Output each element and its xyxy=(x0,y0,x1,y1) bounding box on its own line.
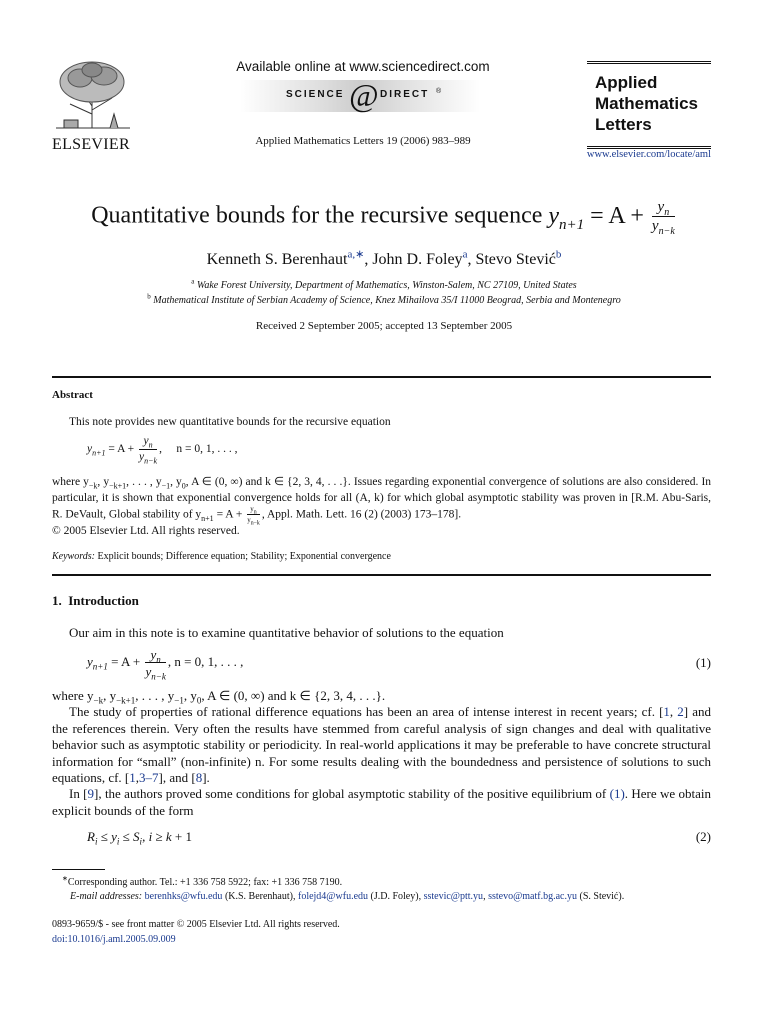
title-text: Quantitative bounds for the recursive sequence xyxy=(91,202,543,229)
doi-link[interactable]: doi:10.1016/j.aml.2005.09.009 xyxy=(52,934,176,945)
available-online-text: Available online at www.sciencedirect.com xyxy=(236,59,490,74)
elsevier-tree-icon xyxy=(52,58,134,130)
journal-title-block xyxy=(587,61,711,149)
author-foley-affil[interactable]: a xyxy=(462,248,468,261)
publisher-name: ELSEVIER xyxy=(52,136,130,153)
equation-1-tag: (1) xyxy=(695,655,711,670)
affiliation-b: $^b$ Mathematical Institute of Serbian Academy of Science, Knez Mihailova 35/I 11000 Beograd, Serbia and Montenegro xyxy=(147,292,621,306)
email-stevic-link-1[interactable]: sstevic@ptt.yu xyxy=(423,891,484,902)
ref-8-link[interactable]: 8 xyxy=(195,770,203,785)
journal-title-line-2: Mathematics xyxy=(595,94,698,113)
author-list xyxy=(40,248,728,269)
journal-title-line-3: Letters xyxy=(595,115,652,134)
ref-2-link[interactable]: 2 xyxy=(677,704,684,719)
eq-1-link[interactable]: (1) xyxy=(609,786,625,801)
journal-url-link[interactable]: www.elsevier.com/locate/aml xyxy=(586,149,711,160)
copyright-line: © 2005 Elsevier Ltd. All rights reserved. xyxy=(52,525,240,537)
paragraph-3: In [9], the authors proved some conditions for global asymptotic stability of the positive equilibrium of (1). Here we obtain explicit bounds of the form xyxy=(52,786,711,818)
elsevier-logo xyxy=(52,58,134,153)
sciencedirect-logo: SCIENCE @ DIRECT ® xyxy=(240,80,480,112)
equation-2-tag: (2) xyxy=(695,829,711,844)
ref-3-7-link[interactable]: 3–7 xyxy=(139,770,159,785)
ref-1-link[interactable]: 1 xyxy=(663,704,670,719)
equation-2: $R_i \le y_i \le S_i$, i ≥ k + 1 xyxy=(87,829,192,847)
abstract-intro: This note provides new quantitative bounds for the recursive equation xyxy=(69,416,391,428)
keywords: Keywords: Explicit bounds; Difference equation; Stability; Exponential convergence xyxy=(52,551,391,562)
abstract-body: where $y_{-k}$, $y_{-k+1}$, . . . , $y_{-1}$, $y_0$, A ∈ (0, ∞) and k ∈ {2, 3, 4, . . .}. Issues regarding exponential convergence of solutions are also considered. In particular, it is shown that exponential convergence holds for all (A, k) for which global asymptotic stability was proven in [R.M. Abu-Saris, R. DeVault, Global stability of $y_{n+1} = A$ + $\frac{y_n}{y_{n-k}}$ , Appl. Math. Lett. 16 (2) (2003) 173–178]. © 2005 Elsevier Ltd. All rights reserved. xyxy=(52,476,712,537)
ref-9-link[interactable]: 9 xyxy=(87,786,95,801)
ref-1b-link[interactable]: 1 xyxy=(129,770,136,785)
author-berenhaut: Kenneth S. Berenhaut xyxy=(206,251,348,268)
corresponding-author-note: ∗Corresponding author. Tel.: +1 336 758 5922; fax: +1 336 758 7190. xyxy=(62,874,343,888)
author-stevic: , Stevo Stević xyxy=(467,251,556,268)
section-heading: 1. Introduction xyxy=(52,593,139,608)
affiliation-a: $^a$ Wake Forest University, Department of Mathematics, Winston-Salem, NC 27109, United States xyxy=(191,277,577,291)
author-foley: , John D. Foley xyxy=(364,251,463,268)
at-sign-icon: @ xyxy=(349,77,379,113)
journal-title-line-1: Applied xyxy=(595,73,658,92)
issn-line: 0893-9659/$ - see front matter © 2005 Elsevier Ltd. All rights reserved. xyxy=(52,919,340,930)
where-clause: where $y_{-k}$, $y_{-k+1}$, . . . , $y_{-1}$, $y_0$, A ∈ (0, ∞) and k ∈ {2, 3, 4, . . .}. xyxy=(52,688,386,706)
abstract-top-rule xyxy=(52,376,711,378)
email-stevic-link-2[interactable]: sstevo@matf.bg.ac.yu xyxy=(488,891,577,902)
abstract-equation: $y_{n+1} = A$ + $\frac{y_n}{y_{n-k}}$ , n = 0, 1, . . . , xyxy=(87,435,238,465)
abstract-heading: Abstract xyxy=(52,389,93,401)
author-stevic-affil[interactable]: b xyxy=(555,248,562,261)
email-berenhaut-link[interactable]: berenhks@wfu.edu xyxy=(144,891,223,902)
author-berenhaut-affil[interactable]: a,∗ xyxy=(347,248,365,261)
abstract-bottom-rule xyxy=(52,574,711,576)
email-foley-link[interactable]: folejd4@wfu.edu xyxy=(297,891,369,902)
footnote-rule xyxy=(52,869,105,870)
equation-1: $y_{n+1} = A$ + $\frac{y_n}{y_{n-k}}$ , n = 0, 1, . . . , xyxy=(87,647,244,682)
section-intro: Our aim in this note is to examine quantitative behavior of solutions to the equation xyxy=(69,625,504,640)
email-addresses: E-mail addresses: berenhks@wfu.edu (K.S. Berenhaut), folejd4@wfu.edu (J.D. Foley), sstevic@ptt.yu, sstevo@matf.bg.ac.yu (S. Stević). xyxy=(70,891,625,902)
paper-title xyxy=(40,199,728,237)
paragraph-2: The study of properties of rational difference equations has been an area of intense interest in recent years; cf. [1, 2] and the references therein. Very often the results have stemmed from careful analysis of sign changes and deal with qualitative behavior such as asymptotic stability or periodicity. In real-world applications it may be preferable to have concrete structural information for “small” (non-infinite) n. For some results dealing with the boundedness and persistence of solutions to such equations, cf. [1,3–7], and [8]. xyxy=(52,704,711,785)
title-equation: $y_{n+1} = A$ + $\frac{y_n}{y_{n-k}}$ xyxy=(548,199,675,237)
received-dates: Received 2 September 2005; accepted 13 September 2005 xyxy=(255,320,513,332)
journal-citation: Applied Mathematics Letters 19 (2006) 983–989 xyxy=(255,135,471,147)
